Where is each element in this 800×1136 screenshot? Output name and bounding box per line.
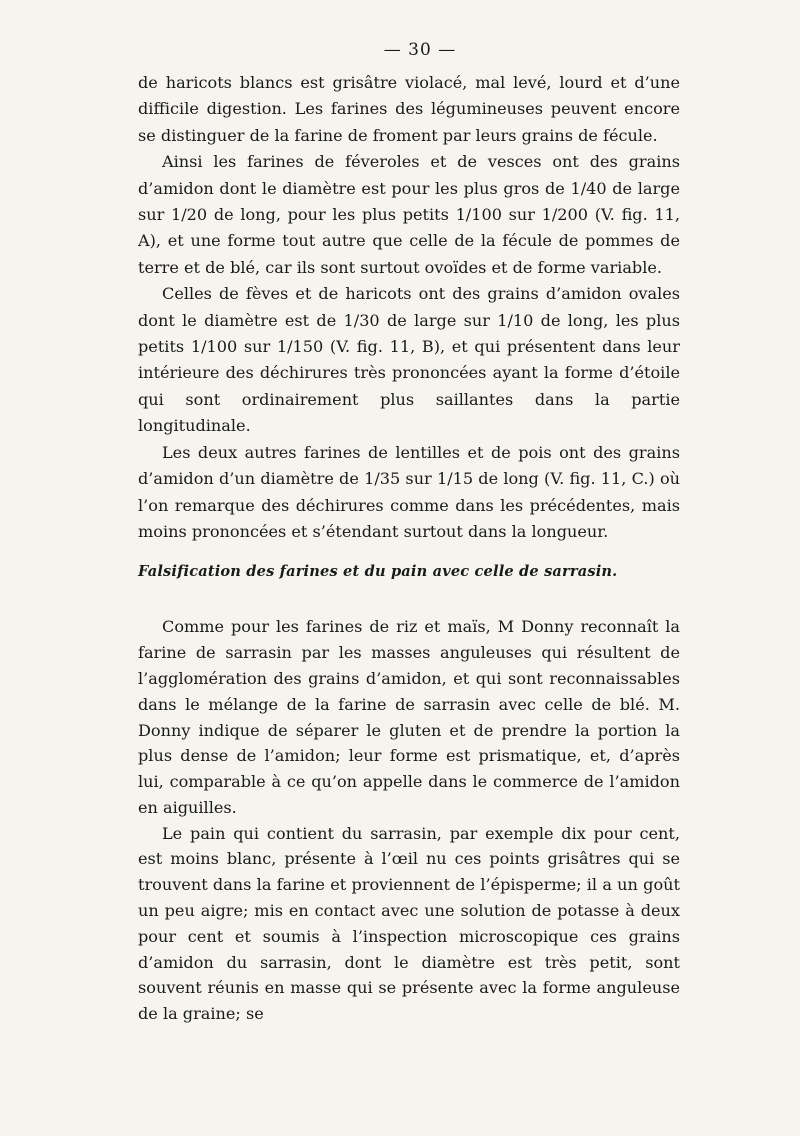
paragraph-feveroles: Ainsi les farines de féveroles et de vesces ont des grains d’amidon dont le diamètre est pour les plus gros de 1/40 de large sur 1/20 de long, pour les plus petits 1/100 sur 1/200 (V. fig. 11, A), et une forme tout autre que celle de la fécule de pommes de terre et de blé, car ils sont surtout ovoïdes et de forme variable. <box>138 152 680 277</box>
paragraph-donny: Comme pour les farines de riz et maïs, M Donny reconnaît la farine de sarrasin par les masses anguleuses qui résultent de l’agglomération des grains d’amidon, et qui sont reconnaissables dans le mélange de la farine de sarrasin avec celle de blé. M. Donny indique de séparer le gluten et de prendre la portion la plus dense de l’amidon; leur forme est prismatique, et, d’après lui, comparable à ce qu’on appelle dans le commerce de l’amidon en aiguilles. <box>138 617 680 817</box>
section-heading: Falsification des farines et du pain avec celle de sarrasin. <box>138 563 618 581</box>
paragraph-continuation: de haricots blancs est grisâtre violacé, mal levé, lourd et d’une difficile digestion. Les farines des légumineuses peuvent encore se distinguer de la farine de froment par leurs grains de fécule. <box>138 73 680 145</box>
page-number: — 30 — <box>383 40 457 60</box>
paragraph-lentilles-pois: Les deux autres farines de lentilles et de pois ont des grains d’amidon d’un diamètre de 1/35 sur 1/15 de long (V. fig. 11, C.) où l’on remarque des déchirures comme dans les précédentes, mais moins prononcées et s’étendant surtout dans la longueur. <box>138 442 680 541</box>
paragraph-pain-sarrasin: Le pain qui contient du sarrasin, par exemple dix pour cent, est moins blanc, présente à l’œil nu ces points grisâtres qui se trouvent dans la farine et proviennent de l’épisperme; il a un goût un peu aigre; mis en contact avec une solution de potasse à deux pour cent et soumis à l’inspection microscopique ces grains d’amidon du sarrasin, dont le diamètre est très petit, sont souvent réunis en masse qui se présente avec la forme anguleuse de la graine; se <box>138 823 680 1024</box>
paragraph-feves-haricots: Celles de fèves et de haricots ont des grains d’amidon ovales dont le diamètre est de 1/30 de large sur 1/10 de long, les plus petits 1/100 sur 1/150 (V. fig. 11, B), et qui présentent dans leur intérieure des déchirures très prononcées ayant la forme d’étoile qui sont ordinairement plus saillantes dans la partie longitudinale. <box>138 284 680 436</box>
